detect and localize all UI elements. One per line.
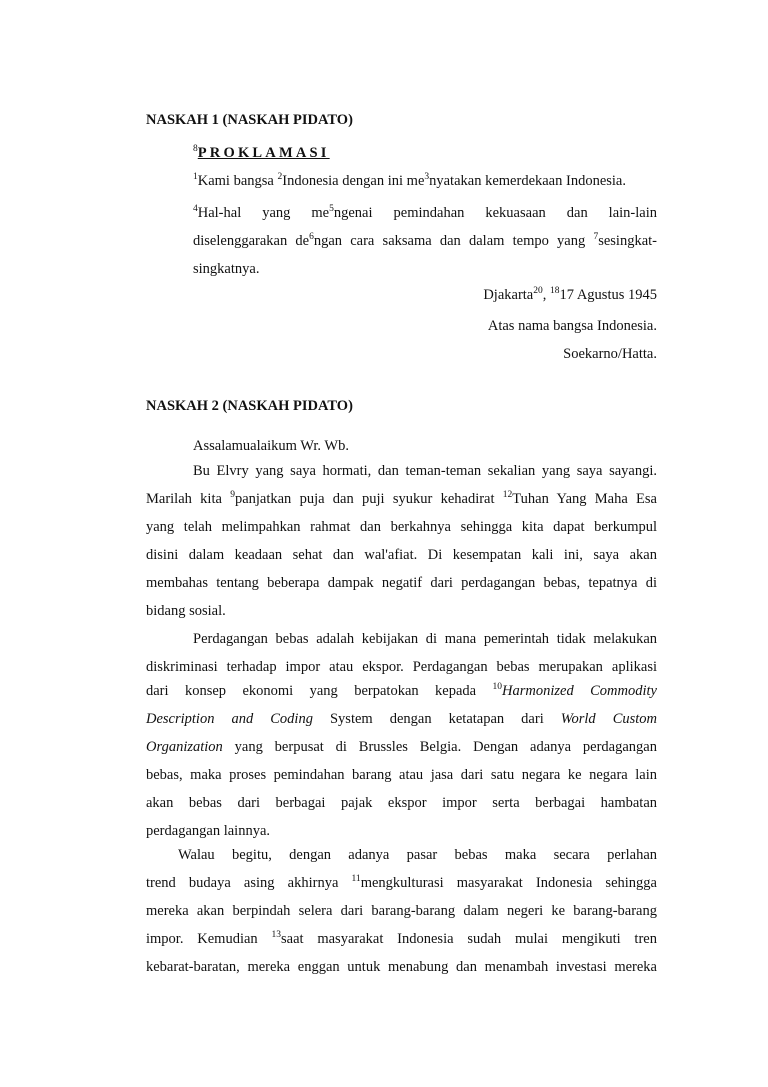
text-segment: ngenai pemindahan kekuasaan dan lain-lain	[333, 205, 657, 221]
text-segment: Tuhan Yang Maha Esa	[512, 491, 657, 507]
proklamasi-signature-2: Soekarno/Hatta.	[563, 346, 657, 362]
date: 17 Agustus 1945	[559, 287, 657, 303]
italic-term: World Custom	[560, 711, 658, 727]
text-segment: dari konsep ekonomi yang berpatokan kepada	[146, 683, 493, 699]
text-segment: sesingkat-	[598, 233, 657, 249]
text-segment: Indonesia dengan ini me	[282, 173, 425, 189]
text-segment: membahas tentang beberapa dampak negatif dari perdagangan bebas, tepatnya di	[146, 575, 657, 591]
footnote-marker: 8	[193, 144, 198, 155]
text-segment: perdagangan lainnya.	[146, 823, 271, 839]
text-segment: saat masyarakat Indonesia sudah mulai mengikuti tren	[280, 931, 657, 947]
proklamasi-line-3	[193, 233, 657, 250]
footnote-marker: 7	[593, 232, 599, 243]
italic-term: Harmonized Commodity	[502, 683, 657, 699]
footnote-marker: 13	[271, 930, 281, 941]
speech-line	[146, 767, 657, 784]
text-segment: panjatkan puja dan puji syukur kehadirat	[234, 491, 503, 507]
heading-naskah-2: NASKAH 2 (NASKAH PIDATO)	[146, 398, 353, 414]
footnote-marker: 6	[309, 232, 314, 243]
footnote-marker: 11	[351, 874, 361, 885]
text-segment: disini dalam keadaan sehat dan wal'afiat. Di kesempatan kali ini, saya akan	[146, 547, 657, 563]
speech-line	[146, 547, 657, 564]
footnote-marker: 4	[193, 204, 198, 215]
speech-line	[178, 847, 657, 864]
speech-line	[146, 959, 657, 976]
text-segment: Walau begitu, dengan adanya pasar bebas maka secara perlahan	[178, 847, 657, 863]
speech-line	[146, 659, 657, 676]
footnote-marker: 18	[550, 286, 560, 297]
footnote-marker: 20	[533, 286, 543, 297]
speech-line	[146, 823, 270, 840]
speech-line	[146, 931, 657, 948]
text-segment: kebarat-baratan, mereka enggan untuk menabung dan menambah investasi mereka	[146, 959, 657, 975]
text-segment: Perdagangan bebas adalah kebijakan di mana pemerintah tidak melakukan	[193, 631, 657, 647]
footnote-marker: 1	[193, 172, 198, 183]
text-segment: yang telah melimpahkan rahmat dan berkahnya sehingga kita dapat berkumpul	[146, 519, 657, 535]
proklamasi-title-text: PROKLAMASI	[197, 145, 330, 161]
text-segment: nyatakan kemerdekaan Indonesia.	[429, 173, 626, 189]
footnote-marker: 5	[329, 204, 334, 215]
footnote-marker: 12	[502, 490, 513, 501]
text-segment: Kami bangsa	[197, 173, 278, 189]
text-segment: bidang sosial.	[146, 603, 226, 619]
speech-greeting: Assalamualaikum Wr. Wb.	[193, 438, 349, 454]
text-segment: mereka akan berpindah selera dari barang-barang dalam negeri ke barang-barang	[146, 903, 657, 919]
text-segment: trend budaya asing akhirnya	[146, 875, 352, 891]
footnote-marker: 2	[277, 172, 283, 183]
speech-line	[146, 903, 657, 920]
proklamasi-place-date: Djakarta$^{20}$, $^{18}$17 Agustus 1945	[483, 286, 657, 303]
italic-term: Organization	[146, 739, 223, 755]
speech-line	[146, 711, 657, 728]
speech-line	[146, 683, 657, 700]
speech-line	[193, 631, 657, 648]
text-segment: mengkulturasi masyarakat Indonesia sehingga	[360, 875, 657, 891]
text-segment: diskriminasi terhadap impor atau ekspor. Perdagangan bebas merupakan aplikasi	[146, 659, 657, 675]
speech-line	[146, 875, 657, 892]
italic-term: Description and Coding	[146, 711, 313, 727]
speech-line	[146, 603, 226, 620]
text-segment: System dengan ketatapan dari	[312, 711, 561, 727]
text-segment: akan bebas dari berbagai pajak ekspor impor serta berbagai hambatan	[146, 795, 657, 811]
footnote-marker: 10	[492, 682, 503, 693]
footnote-marker: 3	[424, 172, 430, 183]
text-segment: diselenggarakan de	[193, 233, 310, 249]
speech-line	[146, 795, 657, 812]
text-segment: bebas, maka proses pemindahan barang atau jasa dari satu negara ke negara lain	[146, 767, 657, 783]
text-segment: Hal-hal yang me	[197, 205, 330, 221]
speech-line	[146, 491, 657, 508]
text-segment: yang berpusat di Brussles Belgia. Dengan adanya perdagangan	[222, 739, 657, 755]
footnote-marker: 9	[230, 490, 235, 501]
proklamasi-signature-1: Atas nama bangsa Indonesia.	[487, 318, 657, 334]
speech-line	[146, 519, 657, 536]
text-segment: impor. Kemudian	[146, 931, 272, 947]
place: Djakarta	[483, 287, 534, 303]
proklamasi-line-4: singkatnya.	[193, 261, 260, 277]
speech-line	[146, 739, 657, 756]
text-segment: Marilah kita	[146, 491, 231, 507]
proklamasi-title	[193, 145, 330, 162]
heading-naskah-1: NASKAH 1 (NASKAH PIDATO)	[146, 112, 353, 128]
speech-line	[193, 463, 657, 480]
proklamasi-line-1	[193, 173, 657, 190]
text-segment: Bu Elvry yang saya hormati, dan teman-teman sekalian yang saya sayangi.	[193, 463, 657, 479]
text-segment: ngan cara saksama dan dalam tempo yang	[313, 233, 594, 249]
speech-line	[146, 575, 657, 592]
proklamasi-line-2	[193, 205, 657, 222]
